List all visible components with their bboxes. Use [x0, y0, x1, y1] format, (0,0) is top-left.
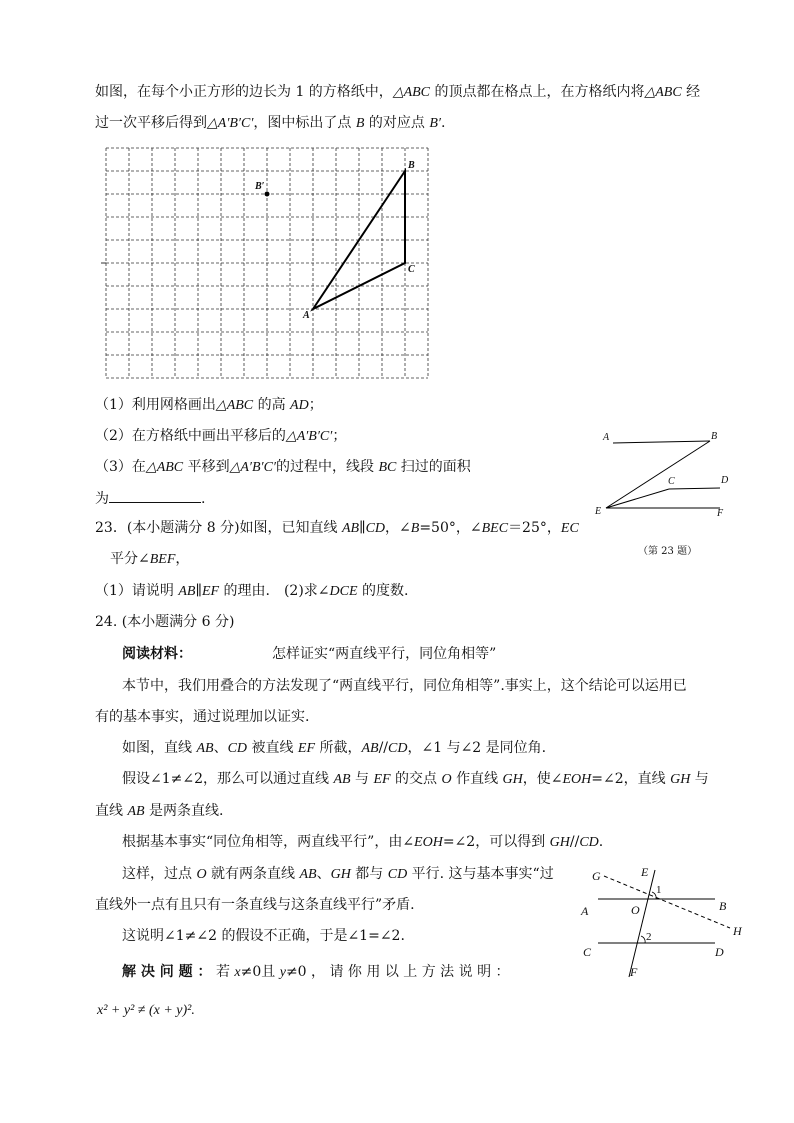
q22-part-3: （3）在△ABC 平移到△A′B′C′的过程中，线段 BC 扫过的面积 [95, 459, 471, 475]
q24-solve: 解 决 问 题 ： 若 x≠0且 y≠0 ， 请 你 用 以 上 方 法 说 明 ： [122, 964, 510, 980]
fig23-label-a: A [603, 432, 610, 443]
q24-p4: 根据基本事实“同位角相等，两直线平行”，由∠EOH=∠2，可以得到 GH//CD. [122, 834, 604, 850]
q24-p1b: 有的基本事实，通过说理加以证实. [95, 709, 310, 725]
q22-part-1: （1）利用网格画出△ABC 的高 AD； [95, 397, 323, 413]
fig24-label-o: O [631, 903, 640, 917]
fig23-label-e: E [595, 506, 602, 517]
q24-p3: 假设∠1≠∠2，那么可以通过直线 AB 与 EF 的交点 O 作直线 GH，使∠EOH=∠2，直线 GH 与 [122, 771, 709, 787]
angle-2-arc [641, 936, 645, 943]
q24-formula: x² + y² ≠ (x + y)². [97, 1003, 195, 1018]
fig24-label-c: C [583, 945, 592, 959]
intro-line-2: 过一次平移后得到△A′B′C′，图中标出了点 B 的对应点 B′. [95, 115, 446, 131]
label-b: B [408, 160, 415, 171]
q23-line-1: 23．(本小题满分 8 分)如图，已知直线 AB∥CD，∠B=50°，∠BEC＝25°，EC [95, 520, 579, 536]
q24-p5: 这样，过点 O 就有两条直线 AB、GH 都与 CD 平行. 这与基本事实“过 [122, 866, 554, 882]
fig24-label-e: E [641, 865, 649, 879]
q23-line-3: （1）请说明 AB∥EF 的理由. (2)求∠DCE 的度数. [95, 583, 409, 599]
fig23-label-f: F [717, 508, 724, 519]
fig23-label-d: D [721, 475, 729, 486]
fig24-label-2: 2 [646, 931, 652, 943]
label-a: A [303, 310, 310, 321]
q24-material-title: 阅读材料： 怎样证实“两直线平行，同位角相等” [122, 646, 497, 662]
line-ef-24 [629, 870, 655, 977]
q24-p6: 这说明∠1≠∠2 的假设不正确，于是∠1=∠2. [122, 928, 405, 944]
fig24-label-1: 1 [656, 884, 662, 896]
q24-p5b: 直线外一点有且只有一条直线与这条直线平行”矛盾. [95, 897, 415, 913]
intro-line-1: 如图，在每个小正方形的边长为 1 的方格纸中，△ABC 的顶点都在格点上，在方格纸内将△ABC 经 [95, 84, 701, 100]
fig24-label-h: H [733, 924, 742, 938]
q23-line-2: 平分∠BEF， [110, 551, 190, 567]
q22-part-2: （2）在方格纸中画出平移后的△A′B′C′； [95, 428, 347, 444]
q24-p1a: 本节中，我们用叠合的方法发现了“两直线平行，同位角相等”.事实上，这个结论可以运用已 [122, 678, 687, 694]
label-c: C [408, 264, 415, 275]
fig23-label-b: B [711, 431, 718, 442]
label-b-prime: B′ [255, 181, 265, 192]
q22-part-3-answer: 为 . [95, 488, 205, 509]
fig24-label-d: D [715, 945, 724, 959]
q24-header: 24. (本小题满分 6 分) [95, 614, 235, 630]
fig23-label-c: C [668, 476, 675, 487]
q24-p3b: 直线 AB 是两条直线. [95, 803, 224, 819]
fig24-label-f: F [630, 965, 638, 979]
q24-p2: 如图，直线 AB、CD 被直线 EF 所截，AB//CD，∠1 与∠2 是同位角. [122, 740, 547, 756]
fig24-label-a: A [581, 904, 589, 918]
fig24-label-g: G [592, 869, 601, 883]
fig23-caption: （第 23 题） [638, 546, 698, 557]
line-gh-24 [604, 876, 730, 928]
fig24-label-b: B [719, 899, 727, 913]
